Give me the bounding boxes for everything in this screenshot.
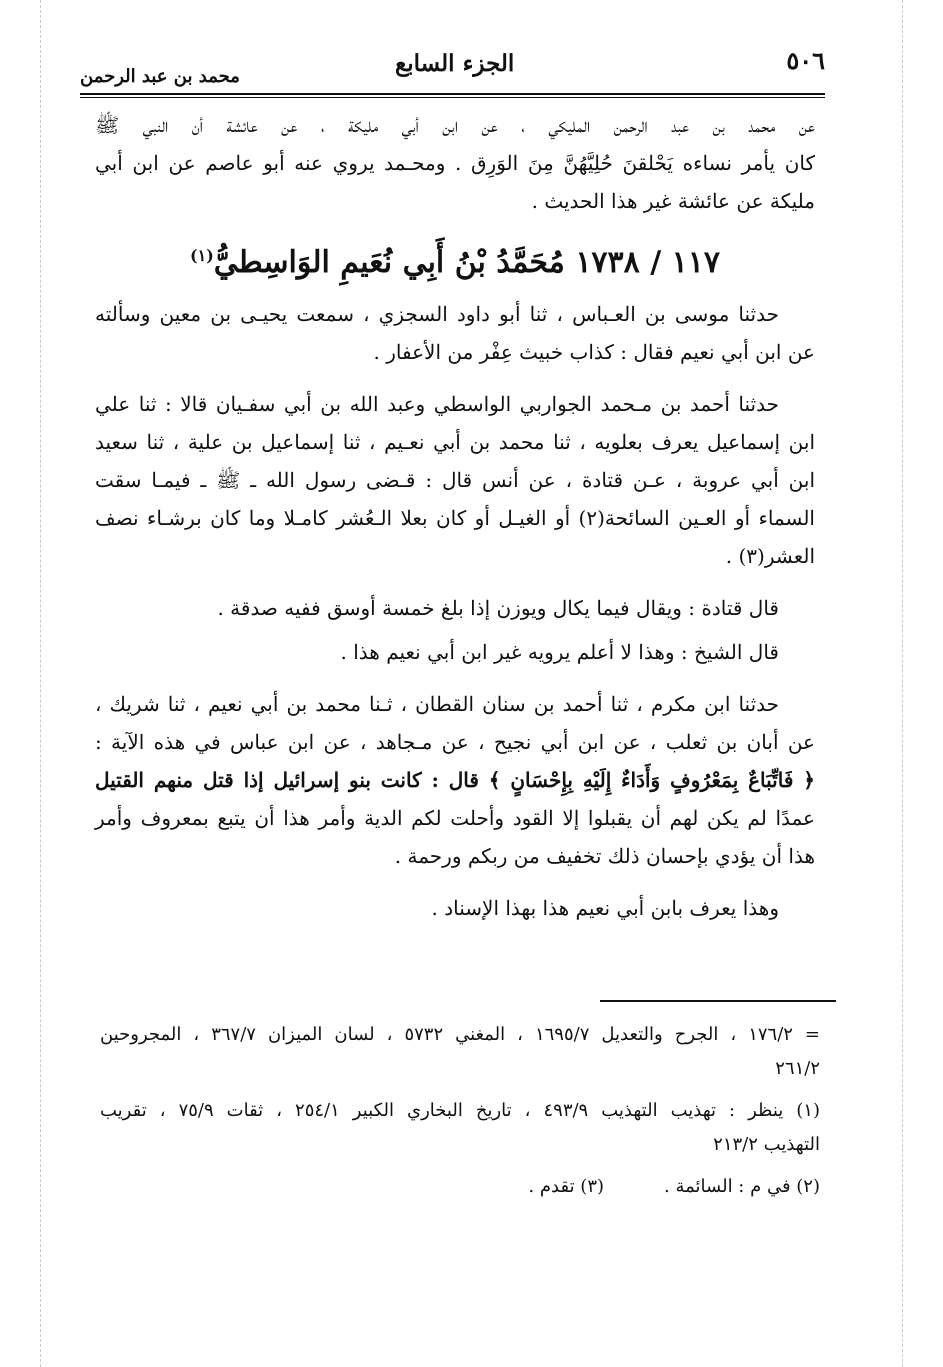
footnotes [100, 1018, 820, 1204]
paragraph-6 [95, 889, 815, 927]
text-line: السماء أو العـين السائحة(٢) أو الغيـل أو كان بعلا الـعُشر كامـلا وما كان برشـاء نصف [95, 506, 815, 530]
part-title: الجزء السابع [395, 50, 515, 77]
header-rule [80, 93, 825, 95]
footnote-2: (٢) في م : السائمة . [664, 1176, 820, 1197]
footnotes-2-3 [100, 1170, 820, 1204]
footnote-line: ٢٦١/٢ [775, 1058, 820, 1079]
heading-text: ١١٧ / ١٧٣٨ مُحَمَّدُ بْنُ أَبِي نُعَيمِ الوَاسِطيُّ [213, 245, 720, 280]
text-line: حدثنا أحمد بن مـحمد الجواربي الواسطي وعبد الله بن أبي سفـيان قالا : ثنا علي [95, 392, 779, 416]
scan-margin-right [902, 0, 903, 1367]
text-line: عن أبان بن ثعلب ، عن ابن أبي نجيح ، عن مـجاهد ، عن ابن عباس في هذه الآية : [95, 730, 815, 754]
text-line: ابن أبي عروبة ، عـن قتادة ، عن أنس قال : قـضى رسول الله ـ ﷺ ـ فيمـا سقت [95, 468, 815, 492]
text-line: هذا أن يؤدي بإحسان ذلك تخفيف من ربكم ورحمة . [394, 844, 815, 868]
intro-paragraph [95, 106, 815, 220]
footnote-continuation [100, 1018, 820, 1086]
footnote-line: (١) ينظر : تهذيب التهذيب ٤٩٣/٩ ، تاريخ البخاري الكبير ٢٥٤/١ ، ثقات ٧٥/٩ ، تقريب [100, 1100, 820, 1121]
paragraph-4 [95, 633, 815, 671]
main-text [95, 106, 815, 927]
heading-footnote-mark: (١) [190, 246, 214, 265]
text-line: عن محمد بن عبد الرحمن المليكي ، عن ابن أبي مليكة ، عن عائشة أن النبي ﷺ [95, 113, 815, 137]
paragraph-3 [95, 589, 815, 627]
text-line: وهذا يعرف بابن أبي نعيم هذا بهذا الإسناد . [431, 896, 779, 920]
quran-verse-line: ﴿ فَاتِّبَاعٌ بِمَعْرُوفٍ وَأَدَاءٌ إِلَيْهِ بِإِحْسَانٍ ﴾ قال : كانت بنو إسرائيل إذا قتل منهم القتيل [95, 768, 815, 792]
text-line: قال قتادة : ويقال فيما يكال ويوزن إذا بلغ خمسة أوسق ففيه صدقة . [217, 596, 779, 620]
text-line: عمدًا لم يكن لهم أن يقبلوا إلا القود وأحلت لكم الدية وأمر هذا أن يتبع بمعروف وأمر [95, 806, 815, 830]
page-header [80, 40, 825, 100]
text-line: حدثنا موسى بن العـباس ، ثنا أبو داود السجزي ، سمعت يحيـى بن معين وسألته [95, 302, 779, 326]
paragraph-2 [95, 385, 815, 575]
footnote-1 [100, 1094, 820, 1162]
footnote-line: = ١٧٦/٢ ، الجرح والتعديل ١٦٩٥/٧ ، المغني ٥٧٣٢ ، لسان الميزان ٣٦٧/٧ ، المجروحين [100, 1024, 821, 1045]
paragraph-1 [95, 295, 815, 371]
footnote-3: (٣) تقدم . [528, 1176, 605, 1197]
text-line: ابن إسماعيل يعرف بعلويه ، ثنا محمد بن أبي نعـيم ، ثنا إسماعيل بن علية ، ثنا سعيد [95, 430, 815, 454]
footnote-line: التهذيب ٢١٣/٢ [713, 1134, 820, 1155]
running-author: محمد بن عبد الرحمن [80, 66, 240, 87]
text-line: مليكة عن عائشة غير هذا الحديث . [531, 189, 815, 213]
text-line: حدثنا ابن مكرم ، ثنا أحمد بن سنان القطان ، ثـنا محمد بن أبي نعيم ، ثنا شريك ، [95, 692, 779, 716]
page-number: ٥٠٦ [786, 46, 825, 75]
text-line: العشر(٣) . [725, 544, 815, 568]
paragraph-5 [95, 685, 815, 875]
footnote-separator [600, 1000, 836, 1002]
header-rule-thin [80, 97, 825, 98]
scan-margin-left [40, 0, 41, 1367]
text-line: كان يأمر نساءه يَحْلقنَ حُلِيَّهُنَّ مِنَ الوَرِق . ومحـمد يروي عنه أبو عاصم عن ابن أبي [95, 151, 815, 175]
text-line: قال الشيخ : وهذا لا أعلم يرويه غير ابن أبي نعيم هذا . [340, 640, 779, 664]
biography-heading [95, 228, 815, 291]
text-line: عن ابن أبي نعيم فقال : كذاب خبيث عِفْر من الأعفار . [373, 340, 815, 364]
